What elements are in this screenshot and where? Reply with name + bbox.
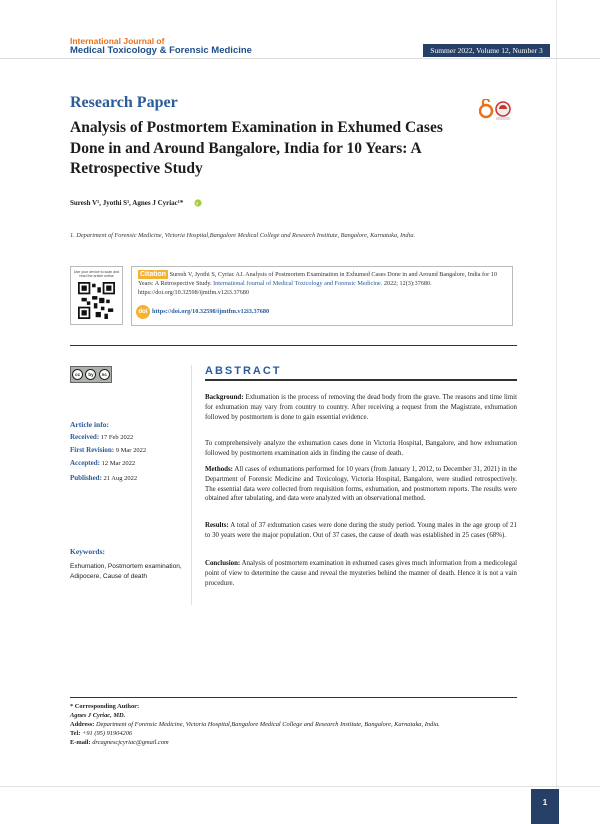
background-text: Exhumation is the process of removing the dead body from the grave. The reasons and time limit for exhumation may vary from country to country. After receiving a request from the Magistrate, exhumation followed by postmortem is done to gain essential evidence. bbox=[205, 394, 517, 421]
revision-date: 9 Mar 2022 bbox=[115, 447, 147, 454]
email-label: E-mail: bbox=[70, 739, 91, 746]
methods-label: Methods: bbox=[205, 466, 233, 473]
revision-label: First Revision: bbox=[70, 446, 115, 454]
cc-icon: cc bbox=[72, 369, 83, 380]
author-affiliation: 1. Department of Forensic Medicine, Victoria Hospital,Bangalore Medical College and Research Institute, Bangalore, Karnataka, India. bbox=[70, 232, 416, 239]
cc-license-badge[interactable] bbox=[70, 366, 112, 383]
journal-name-line2: Medical Toxicology & Forensic Medicine bbox=[70, 45, 252, 56]
journal-name-line1: International Journal of bbox=[70, 36, 165, 46]
citation-label: Citation bbox=[140, 271, 167, 278]
conclusion-text: Analysis of postmortem examination in exhumed cases gives much information from a medicolegal point of view to determine the cause and reveal the mysteries behind the manner of death. Hence it is not a vain procedure. bbox=[205, 560, 517, 587]
doi-link[interactable]: https://doi.org/10.32598/ijmtfm.v12i3.37680 bbox=[152, 308, 270, 315]
abstract-results bbox=[205, 521, 517, 541]
methods-text: All cases of exhumations performed for 10 years (from January 1, 2012, to December 31, 2021) in the Department of Forensic Medicine and Toxicology, Victoria Hospital, Bangalore, were studied retrospectively. The essential data were collected from requisition forms, exhumation, and postmortem reports. The results were obtained after tabulating, and data were analyzed with an observational method. bbox=[205, 466, 517, 503]
received-row bbox=[70, 433, 133, 441]
abstract-background bbox=[205, 393, 517, 422]
published-date: 21 Aug 2022 bbox=[103, 475, 138, 482]
accepted-row bbox=[70, 459, 135, 467]
abstract-title-underline bbox=[205, 379, 517, 381]
nc-icon: nc bbox=[99, 369, 110, 380]
orcid-icon[interactable] bbox=[194, 199, 202, 207]
corresponding-email bbox=[70, 739, 169, 748]
abstract-title: ABSTRACT bbox=[205, 365, 282, 377]
header-divider bbox=[0, 58, 600, 59]
section-divider bbox=[70, 345, 517, 346]
address-text: Department of Forensic Medicine, Victoria Hospital,Bangalore Medical College and Research Institute, Bangalore, Karnataka, India. bbox=[94, 721, 440, 728]
article-title: Analysis of Postmortem Examination in Exhumed Cases Done in and Around Bangalore, India for 10 Years: A Retrospective Study bbox=[70, 119, 443, 177]
address-label: Address: bbox=[70, 721, 95, 728]
results-text: A total of 37 exhumation cases were done during the study period. Young males in the age group of 21 to 30 years were the major population. Out of 37 cases, the cause of death was established in 25 cases (68%). bbox=[205, 522, 517, 539]
published-row bbox=[70, 474, 137, 482]
accepted-date: 12 Mar 2022 bbox=[101, 460, 136, 467]
email-text[interactable]: drcagnescjcyriac@gmail.com bbox=[90, 739, 169, 746]
paper-type-label: Research Paper bbox=[70, 94, 178, 111]
background-label: Background: bbox=[205, 394, 244, 401]
revision-row bbox=[70, 446, 146, 454]
abstract-objective bbox=[205, 439, 517, 459]
qr-code-icon[interactable] bbox=[78, 282, 115, 319]
objective-text: To comprehensively analyze the exhumation cases done in Victoria Hospital, Bangalore, and how exhumation followed by postmortem examination aids in finding the cause of death. bbox=[205, 440, 517, 457]
qr-caption: Use your device to scan and read the article online bbox=[73, 270, 120, 279]
results-label: Results: bbox=[205, 522, 229, 529]
corresponding-tel bbox=[70, 730, 132, 739]
page-edge-line bbox=[556, 0, 557, 824]
issue-label: Summer 2022, Volume 12, Number 3 bbox=[423, 44, 550, 57]
received-date: 17 Feb 2022 bbox=[100, 434, 134, 441]
qr-code-panel bbox=[70, 266, 123, 325]
correspondence-divider bbox=[70, 697, 517, 698]
conclusion-label: Conclusion: bbox=[205, 560, 241, 567]
corresponding-address bbox=[70, 721, 517, 730]
citation-tail: 2022; 12(3):37680. https://doi.org/10.32598/ijmtfm.v12i3.37680 bbox=[138, 280, 432, 296]
corresponding-author-heading: * Corresponding Author: bbox=[70, 703, 140, 710]
footer-divider bbox=[0, 786, 600, 787]
open-access-icon bbox=[479, 99, 513, 121]
tel-label: Tel: bbox=[70, 730, 81, 737]
accepted-label: Accepted: bbox=[70, 459, 100, 467]
article-info-title: Article info: bbox=[70, 420, 109, 429]
page-number: 1 bbox=[531, 789, 559, 824]
keywords-text: Exhumation, Postmortem examination, Adipocere, Cause of death bbox=[70, 563, 182, 580]
author-list: Suresh V¹, Jyothi S¹, Agnes J Cyriac¹* bbox=[70, 199, 184, 207]
doi-icon: doi bbox=[136, 305, 150, 319]
by-icon: by bbox=[85, 369, 96, 380]
column-divider bbox=[191, 365, 192, 605]
abstract-conclusion bbox=[205, 559, 517, 588]
corresponding-author-name: Agnes J Cyriac, MD. bbox=[70, 712, 126, 719]
citation-body: Suresh V, Jyothi S, Cyriac AJ. Analysis of Postmortem Examination in Exhumed Cases Done in and Around Bangalore, India for 10 Years: A Retrospective Study. bbox=[138, 271, 497, 287]
tel-text: +91 (95) 91904206 bbox=[80, 730, 133, 737]
citation-journal-link[interactable]: International Journal of Medical Toxicology and Forensic Medicine. bbox=[213, 280, 383, 287]
published-label: Published: bbox=[70, 474, 102, 482]
keywords-title: Keywords: bbox=[70, 547, 105, 556]
abstract-methods bbox=[205, 465, 517, 504]
citation-text bbox=[138, 270, 506, 297]
received-label: Received: bbox=[70, 433, 100, 441]
citation-panel bbox=[131, 266, 513, 326]
